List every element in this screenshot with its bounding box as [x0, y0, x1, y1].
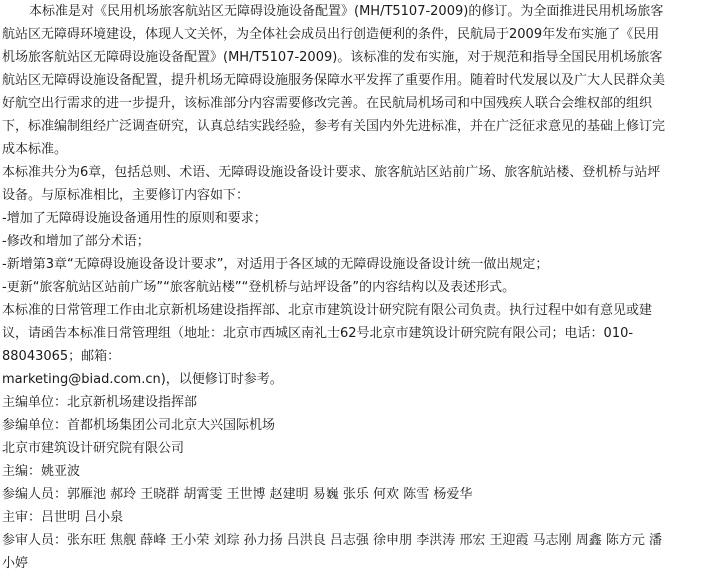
paragraph-line: 88043065；邮箱： — [2, 349, 121, 364]
paragraph-line: 本标准共分为6章，包括总则、术语、无障碍设施设备设计要求、旅客航站区站前广场、旅客航站楼、登机桥与站坪 — [2, 165, 661, 180]
paragraph-line: 好航空出行需求的进一步提升，该标准部分内容需要修改完善。在民航局机场司和中国残疾人联合会维权部的组织 — [2, 96, 653, 111]
list-item: -更新“旅客航站区站前广场”“旅客航站楼”“登机桥与站坪设备”的内容结构以及表述形式。 — [2, 280, 516, 295]
list-item: -增加了无障碍设施设备通用性的原则和要求； — [2, 211, 267, 226]
reviewers: 参审人员：张东旺 焦舰 薛峰 王小荣 刘琮 孙力扬 吕洪良 吕志强 徐申朋 李洪涛 邢宏 王迎霞 马志刚 周鑫 陈方元 潘 — [2, 533, 662, 548]
paragraph-line: 本标准是对《民用机场旅客航站区无障碍设施设备配置》(MH/T5107-2009)的修订。为全面推进民用机场旅客 — [29, 4, 664, 19]
chief-reviewer: 主审：吕世明 吕小泉 — [2, 510, 124, 525]
paragraph-line: 设备。与原标准相比，主要修订内容如下： — [2, 188, 250, 203]
participating-editors: 参编人员：郭雁池 郝玲 王晓群 胡霄雯 王世博 赵建明 易巍 张乐 何欢 陈雪 杨爱华 — [2, 487, 473, 502]
paragraph-line: 航站区无障碍环境建设，体现人文关怀，为全体社会成员出行创造便利的条件，民航局于2009年发布实施了《民用 — [2, 27, 660, 42]
paragraph-line: 成本标准。 — [2, 142, 68, 157]
participating-unit: 北京市建筑设计研究院有限公司 — [2, 441, 185, 456]
reviewers: 小婷 — [2, 556, 29, 571]
list-item: -新增第3章“无障碍设施设备设计要求”，对适用于各区域的无障碍设施设备设计统一做出规定； — [2, 257, 549, 272]
paragraph-line: 机场旅客航站区无障碍设施设备配置》(MH/T5107-2009)。该标准的发布实施，对于规范和指导全国民用机场旅客 — [2, 50, 663, 65]
paragraph-line: 下，标准编制组经广泛调查研究，认真总结实践经验，参考有关国内外先进标准，并在广泛征求意见的基础上修订完 — [2, 119, 666, 134]
paragraph-line: 本标准的日常管理工作由北京新机场建设指挥部、北京市建筑设计研究院有限公司负责。执行过程中如有意见或建 — [2, 303, 653, 318]
paragraph-line: 航站区无障碍设施设备配置，提升机场无障碍设施服务保障水平发挥了重要作用。随着时代发展以及广大人民群众美 — [2, 73, 666, 88]
participating-unit: 参编单位：首都机场集团公司北京大兴国际机场 — [2, 418, 276, 433]
paragraph-line: marketing@biad.com.cn)，以便修订时参考。 — [2, 372, 283, 387]
chief-editor-unit: 主编单位：北京新机场建设指挥部 — [2, 395, 198, 410]
list-item: -修改和增加了部分术语； — [2, 234, 150, 249]
paragraph-line: 议，请函告本标准日常管理组（地址：北京市西城区南礼士62号北京市建筑设计研究院有限公司；电话：010- — [2, 326, 634, 341]
chief-editor: 主编：姚亚波 — [2, 464, 81, 479]
